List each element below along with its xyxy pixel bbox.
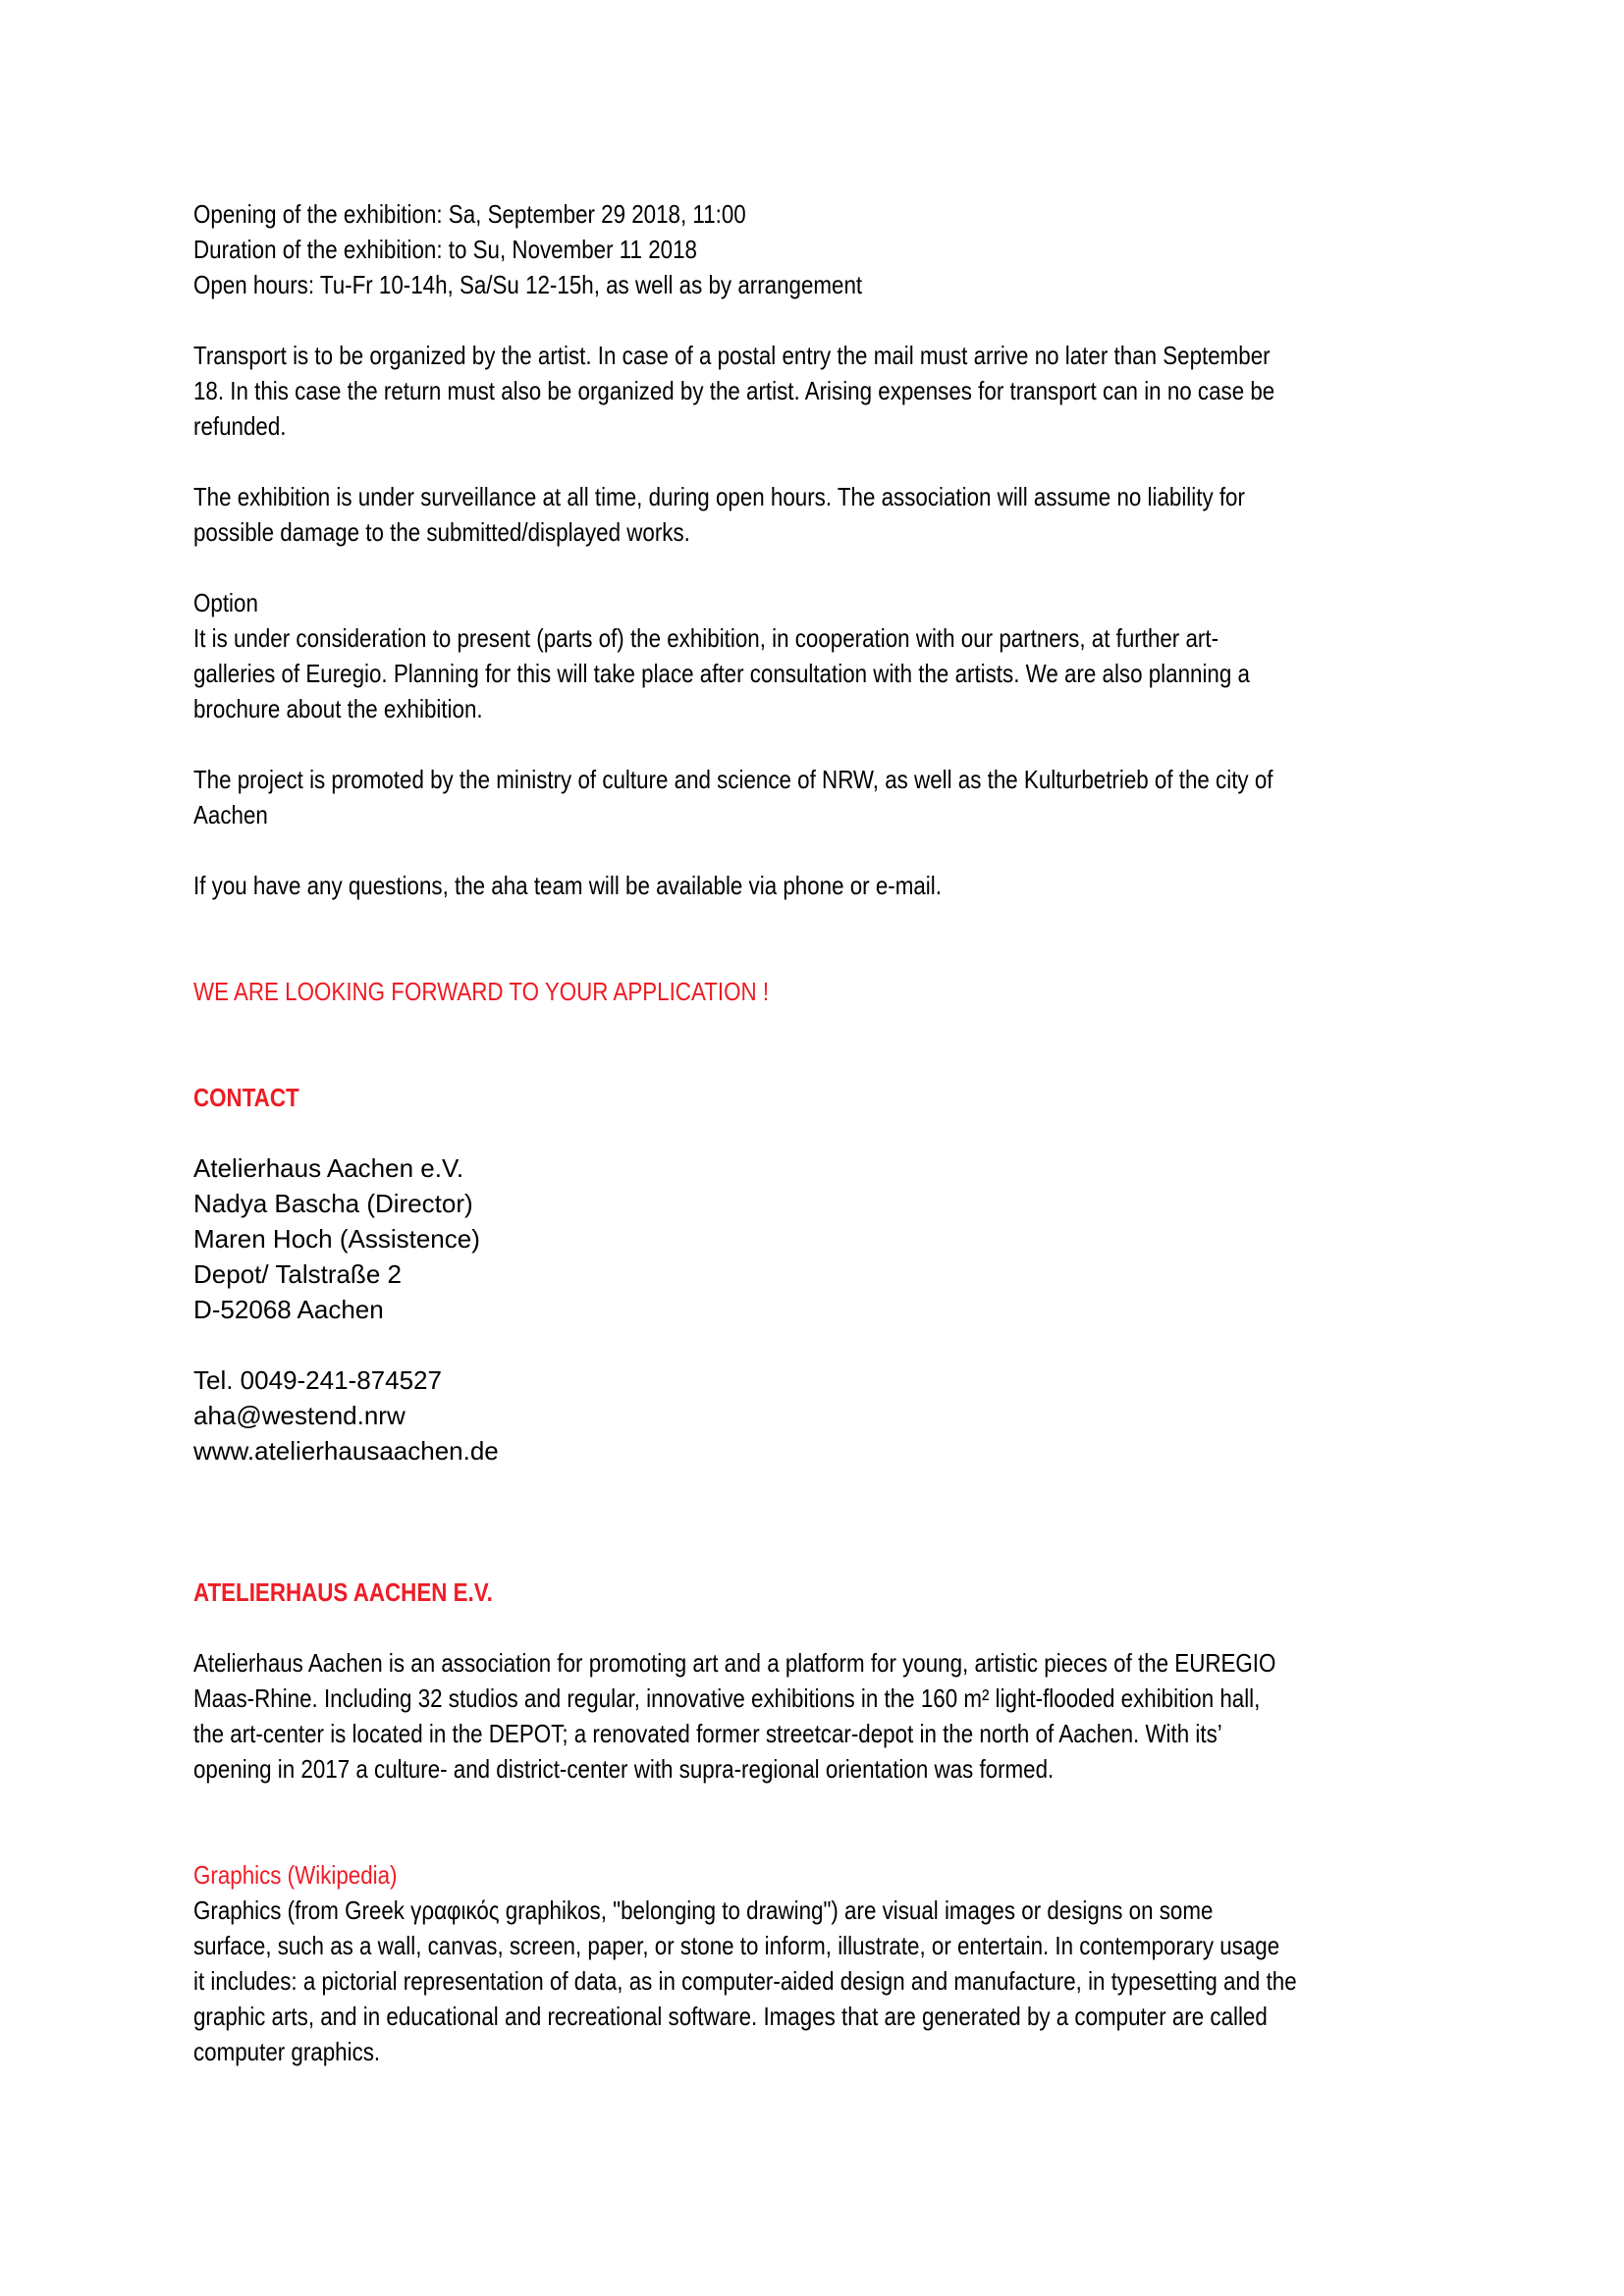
paragraph-line: Transport is to be organized by the artist. In case of a postal entry the mail must arrive no later than September [193, 341, 1271, 370]
paragraph-line: The project is promoted by the ministry of culture and science of NRW, as well as the Kulturbetrieb of the city of [193, 765, 1273, 794]
contact-street: Depot/ Talstraße 2 [193, 1259, 402, 1289]
contact-email-link[interactable]: aha@westend.nrw [193, 1401, 406, 1430]
graphics-heading: Graphics (Wikipedia) [193, 1860, 398, 1890]
contact-org-name: Atelierhaus Aachen e.V. [193, 1153, 464, 1183]
questions-paragraph [193, 868, 1470, 903]
paragraph-line: 18. In this case the return must also be organized by the artist. Arising expenses for transport can in no case be [193, 376, 1275, 405]
contact-director: Nadya Bascha (Director) [193, 1189, 473, 1218]
transport-paragraph [193, 338, 1470, 444]
paragraph-line: the art-center is located in the DEPOT; a renovated former streetcar-depot in the north of Aachen. With its’ [193, 1719, 1222, 1748]
promotion-paragraph [193, 762, 1470, 832]
opening-date-line: Opening of the exhibition: Sa, September 29 2018, 11:00 [193, 199, 746, 229]
document-body [193, 196, 1470, 2069]
contact-section [193, 1080, 1470, 1468]
call-to-action [193, 974, 1470, 1009]
paragraph-line: it includes: a pictorial representation of data, as in computer-aided design and manufacture, in typesetting and the [193, 1966, 1297, 1996]
paragraph-line: opening in 2017 a culture- and district-center with supra-regional orientation was formed. [193, 1754, 1055, 1784]
contact-assistant: Maren Hoch (Assistence) [193, 1224, 480, 1254]
paragraph-line: surface, such as a wall, canvas, screen, paper, or stone to inform, illustrate, or entertain. In contemporary usage [193, 1931, 1280, 1960]
paragraph-line: The exhibition is under surveillance at all time, during open hours. The association will assume no liability for [193, 482, 1245, 511]
open-hours-line: Open hours: Tu-Fr 10-14h, Sa/Su 12-15h, as well as by arrangement [193, 270, 863, 299]
contact-website-link[interactable]: www.atelierhausaachen.de [193, 1436, 499, 1466]
exhibition-info [193, 196, 1470, 302]
paragraph-line: graphic arts, and in educational and recreational software. Images that are generated by a computer are called [193, 2002, 1268, 2031]
paragraph-line: galleries of Euregio. Planning for this will take place after consultation with the artists. We are also planning a [193, 659, 1250, 688]
option-section [193, 585, 1470, 726]
questions-text: If you have any questions, the aha team will be available via phone or e-mail. [193, 871, 942, 900]
graphics-section [193, 1857, 1470, 2069]
duration-line: Duration of the exhibition: to Su, November 11 2018 [193, 235, 697, 264]
paragraph-line: Maas-Rhine. Including 32 studios and regular, innovative exhibitions in the 160 m² light-flooded exhibition hall, [193, 1683, 1261, 1713]
about-heading: ATELIERHAUS AACHEN E.V. [193, 1577, 493, 1607]
option-heading: Option [193, 588, 258, 617]
paragraph-line: computer graphics. [193, 2037, 381, 2066]
paragraph-line: brochure about the exhibition. [193, 694, 483, 723]
contact-heading: CONTACT [193, 1083, 299, 1112]
contact-city: D-52068 Aachen [193, 1295, 384, 1324]
paragraph-line: It is under consideration to present (parts of) the exhibition, in cooperation with our partners, at further art- [193, 623, 1219, 653]
paragraph-line: refunded. [193, 411, 287, 441]
paragraph-line: Atelierhaus Aachen is an association for promoting art and a platform for young, artistic pieces of the EUREGIO [193, 1648, 1276, 1678]
call-to-action-text: WE ARE LOOKING FORWARD TO YOUR APPLICATION ! [193, 977, 770, 1006]
about-section [193, 1575, 1470, 1787]
contact-phone: Tel. 0049-241-874527 [193, 1365, 442, 1395]
paragraph-line: Aachen [193, 800, 268, 829]
paragraph-line: Graphics (from Greek γραφικός graphikos, "belonging to drawing") are visual images or designs on some [193, 1896, 1214, 1925]
surveillance-paragraph [193, 479, 1470, 550]
paragraph-line: possible damage to the submitted/displayed works. [193, 517, 690, 547]
